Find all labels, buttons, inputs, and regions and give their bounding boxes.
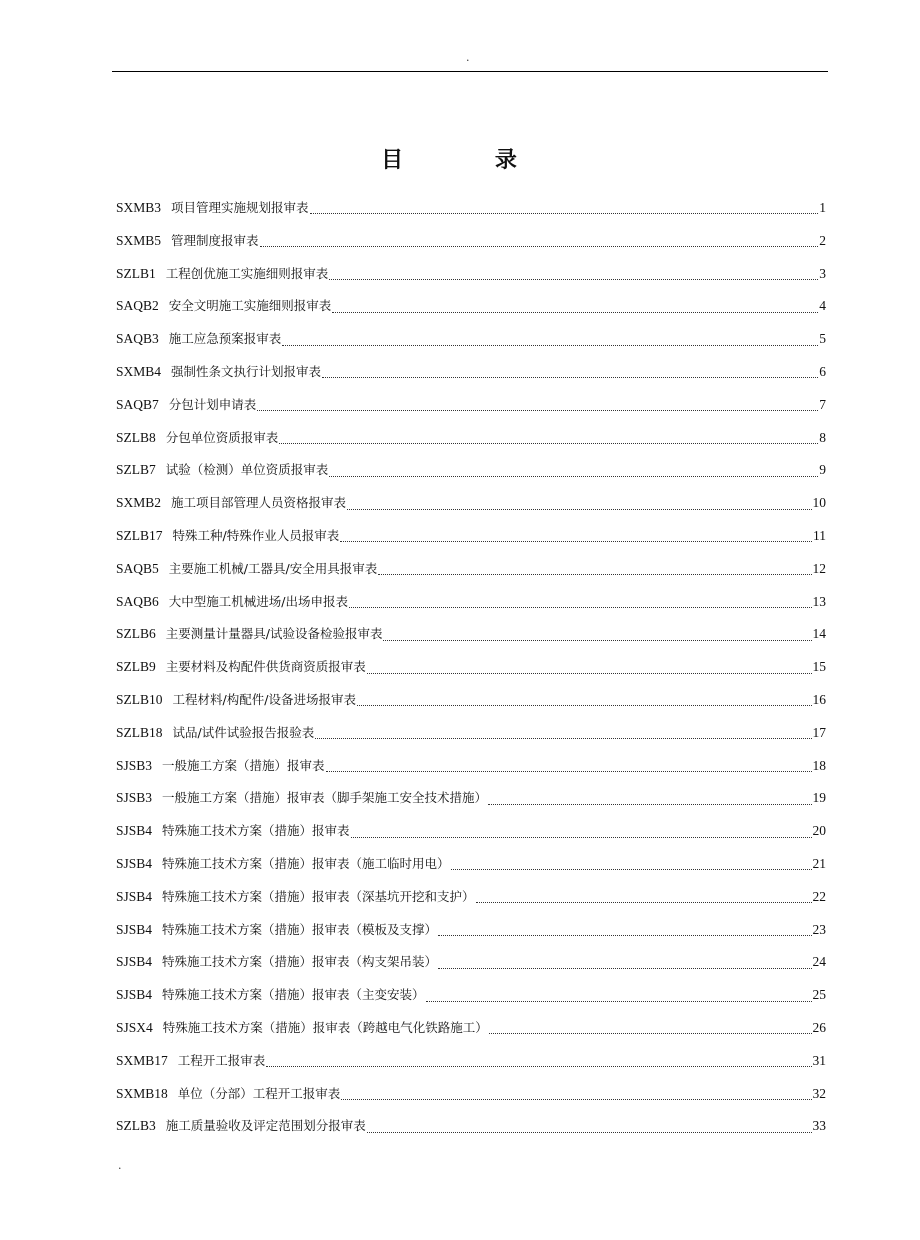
toc-entry[interactable] xyxy=(116,750,826,783)
toc-dot-leader xyxy=(282,344,818,346)
toc-entry-title: 一般施工方案（措施）报审表（脚手架施工安全技术措施） xyxy=(162,790,488,806)
toc-entry-code: SAQB5 xyxy=(116,560,159,576)
toc-entry[interactable] xyxy=(116,651,826,684)
toc-entry-title: 大中型施工机械进场/出场申报表 xyxy=(168,593,348,609)
toc-entry-code: SJSB4 xyxy=(116,987,153,1003)
toc-entry-page: 9 xyxy=(819,462,826,478)
toc-dot-leader xyxy=(260,245,819,247)
toc-entry-title: 安全文明施工实施细则报审表 xyxy=(168,298,332,314)
toc-entry-page: 23 xyxy=(812,921,826,937)
toc-entry-code: SZLB10 xyxy=(116,691,163,707)
toc-entry[interactable] xyxy=(116,422,826,455)
toc-entry[interactable] xyxy=(116,684,826,717)
toc-dot-leader xyxy=(438,967,811,969)
toc-entry[interactable] xyxy=(116,618,826,651)
toc-dot-leader xyxy=(426,1000,812,1002)
toc-entry[interactable] xyxy=(116,323,826,356)
toc-entry[interactable] xyxy=(116,389,826,422)
toc-entry-page: 4 xyxy=(819,298,826,314)
toc-entry[interactable] xyxy=(116,782,826,815)
toc-entry-title: 施工应急预案报审表 xyxy=(168,331,282,347)
toc-entry-code: SZLB3 xyxy=(116,1118,156,1134)
toc-entry-page: 26 xyxy=(812,1019,826,1035)
toc-dot-leader xyxy=(357,704,812,706)
toc-dot-leader xyxy=(266,1065,811,1067)
toc-entry-code: SXMB5 xyxy=(116,232,162,248)
toc-entry-code: SJSB4 xyxy=(116,855,153,871)
toc-dot-leader xyxy=(489,1032,812,1034)
toc-entry-code: SJSB4 xyxy=(116,954,153,970)
toc-entry-code: SAQB7 xyxy=(116,396,159,412)
toc-dot-leader xyxy=(347,508,811,510)
toc-entry-title: 工程开工报审表 xyxy=(177,1052,266,1068)
toc-entry-title: 施工项目部管理人员资格报审表 xyxy=(171,495,347,511)
toc-entry[interactable] xyxy=(116,1012,826,1045)
toc-entry-page: 21 xyxy=(812,855,826,871)
header-mark: . xyxy=(466,51,470,64)
toc-entry-code: SZLB8 xyxy=(116,429,156,445)
toc-entry-code: SJSB4 xyxy=(116,823,153,839)
toc-entry-page: 14 xyxy=(812,626,826,642)
toc-entry[interactable] xyxy=(116,225,826,258)
toc-entry[interactable] xyxy=(116,454,826,487)
toc-entry-page: 5 xyxy=(819,331,826,347)
toc-dot-leader xyxy=(315,737,811,739)
toc-entry-title: 工程材料/构配件/设备进场报审表 xyxy=(172,691,356,707)
toc-entry-title: 特殊施工技术方案（措施）报审表（跨越电气化铁路施工） xyxy=(162,1019,488,1035)
toc-entry-page: 17 xyxy=(812,724,826,740)
toc-dot-leader xyxy=(488,803,811,805)
toc-entry[interactable] xyxy=(116,520,826,553)
toc-entry-page: 32 xyxy=(812,1085,826,1101)
toc-entry[interactable] xyxy=(116,192,826,225)
toc-entry-title: 特殊工种/特殊作业人员报审表 xyxy=(172,527,340,543)
toc-entry-title: 主要测量计量器具/试验设备检验报审表 xyxy=(165,626,383,642)
toc-entry[interactable] xyxy=(116,946,826,979)
toc-dot-leader xyxy=(476,901,812,903)
toc-dot-leader xyxy=(451,868,812,870)
toc-entry-code: SZLB9 xyxy=(116,659,156,675)
toc-entry[interactable] xyxy=(116,1045,826,1078)
toc-entry-title: 特殊施工技术方案（措施）报审表（模板及支撑） xyxy=(162,921,438,937)
toc-dot-leader xyxy=(367,672,812,674)
toc-entry-title: 试验（检测）单位资质报审表 xyxy=(165,462,329,478)
toc-entry-page: 10 xyxy=(812,495,826,511)
toc-entry-title: 管理制度报审表 xyxy=(171,232,259,248)
toc-entry-page: 31 xyxy=(812,1052,826,1068)
toc-dot-leader xyxy=(322,376,818,378)
toc-entry-page: 20 xyxy=(812,823,826,839)
toc-entry-page: 8 xyxy=(819,429,826,445)
toc-entry-title: 特殊施工技术方案（措施）报审表 xyxy=(162,823,350,839)
toc-entry-title: 工程创优施工实施细则报审表 xyxy=(165,265,329,281)
toc-dot-leader xyxy=(279,442,818,444)
toc-entry-code: SXMB17 xyxy=(116,1052,168,1068)
toc-dot-leader xyxy=(349,606,812,608)
toc-entry-code: SJSB4 xyxy=(116,888,153,904)
toc-entry-page: 6 xyxy=(819,363,826,379)
toc-entry-code: SXMB18 xyxy=(116,1085,168,1101)
toc-entry-title: 试品/试件试验报告报验表 xyxy=(172,724,315,740)
toc-entry-code: SAQB6 xyxy=(116,593,159,609)
toc-entry-title: 一般施工方案（措施）报审表 xyxy=(162,757,325,773)
toc-entry-code: SJSB3 xyxy=(116,790,153,806)
toc-entry-title: 单位（分部）工程开工报审表 xyxy=(177,1085,341,1101)
toc-dot-leader xyxy=(341,1098,811,1100)
toc-entry-code: SXMB2 xyxy=(116,495,162,511)
toc-entry-title: 强制性条文执行计划报审表 xyxy=(171,363,322,379)
toc-entry-page: 15 xyxy=(812,659,826,675)
toc-entry-code: SZLB18 xyxy=(116,724,163,740)
toc-dot-leader xyxy=(326,770,812,772)
toc-entry-page: 18 xyxy=(812,757,826,773)
toc-entry-title: 项目管理实施规划报审表 xyxy=(171,200,309,215)
toc-dot-leader xyxy=(332,311,818,313)
toc-entry-page: 24 xyxy=(812,954,826,970)
toc-entry[interactable] xyxy=(116,290,826,323)
toc-entry-code: SZLB1 xyxy=(116,265,156,281)
toc-entry-code: SAQB3 xyxy=(116,331,159,347)
toc-entry-code: SJSB4 xyxy=(116,921,153,937)
toc-entry[interactable] xyxy=(116,553,826,586)
toc-entry-page: 16 xyxy=(812,691,826,707)
toc-entry-page: 25 xyxy=(812,987,826,1003)
toc-dot-leader xyxy=(257,409,818,411)
toc-entry-title: 分包单位资质报审表 xyxy=(165,429,279,445)
toc-entry-title: 主要材料及构配件供货商资质报审表 xyxy=(165,659,366,675)
toc-entry-title: 主要施工机械/工器具/安全用具报审表 xyxy=(168,560,378,576)
toc-entry-code: SZLB7 xyxy=(116,462,156,478)
toc-entry-page: 22 xyxy=(812,888,826,904)
toc-entry-code: SZLB17 xyxy=(116,527,163,543)
toc-entry-code: SJSB3 xyxy=(116,757,153,773)
toc-dot-leader xyxy=(329,278,818,280)
toc-dot-leader xyxy=(351,836,812,838)
toc-dot-leader xyxy=(329,475,818,477)
toc-entry-page: 33 xyxy=(812,1118,826,1134)
toc-entry[interactable] xyxy=(116,1078,826,1111)
toc-entry[interactable] xyxy=(116,717,826,750)
toc-dot-leader xyxy=(367,1131,812,1133)
toc-entry-title: 特殊施工技术方案（措施）报审表（深基坑开挖和支护） xyxy=(162,888,475,904)
toc-entry-code: SZLB6 xyxy=(116,626,156,642)
toc-entry[interactable] xyxy=(116,815,826,848)
toc-dot-leader xyxy=(310,212,819,214)
toc-entry-title: 特殊施工技术方案（措施）报审表（主变安装） xyxy=(162,987,425,1003)
toc-entry[interactable] xyxy=(116,356,826,389)
toc-entry-page: 12 xyxy=(812,560,826,576)
toc-entry[interactable] xyxy=(116,1110,826,1143)
toc-entry-title: 分包计划申请表 xyxy=(168,396,257,412)
toc-entry[interactable] xyxy=(116,881,826,914)
toc-entry-page: 13 xyxy=(812,593,826,609)
toc-entry-code: SXMB3 xyxy=(116,200,162,215)
toc-dot-leader xyxy=(378,573,811,575)
toc-entry-title: 施工质量验收及评定范围划分报审表 xyxy=(165,1118,366,1134)
toc-entry-code: SAQB2 xyxy=(116,298,159,314)
toc-entry[interactable] xyxy=(116,487,826,520)
toc-entry[interactable] xyxy=(116,586,826,619)
toc-entry[interactable] xyxy=(116,979,826,1012)
toc-entry-title: 特殊施工技术方案（措施）报审表（构支架吊装） xyxy=(162,954,438,970)
toc-dot-leader xyxy=(438,934,811,936)
header-rule xyxy=(112,71,828,72)
toc-entry[interactable] xyxy=(116,848,826,881)
toc-entry-code: SXMB4 xyxy=(116,363,162,379)
toc-entry-page: 11 xyxy=(813,527,826,543)
toc-title: 目 录 xyxy=(381,148,559,173)
footer-mark: . xyxy=(118,1159,122,1172)
toc-entry-code: SJSX4 xyxy=(116,1019,153,1035)
toc-entry-title: 特殊施工技术方案（措施）报审表（施工临时用电） xyxy=(162,855,450,871)
toc-entry[interactable] xyxy=(116,258,826,291)
toc-entry-page: 2 xyxy=(819,232,826,248)
toc-dot-leader xyxy=(383,639,811,641)
toc-entry-page: 7 xyxy=(819,396,826,412)
toc-entry-page: 3 xyxy=(819,265,826,281)
toc-list xyxy=(116,192,826,1143)
toc-entry-page: 1 xyxy=(819,200,826,215)
toc-entry[interactable] xyxy=(116,914,826,947)
toc-dot-leader xyxy=(340,540,812,542)
toc-entry-page: 19 xyxy=(812,790,826,806)
